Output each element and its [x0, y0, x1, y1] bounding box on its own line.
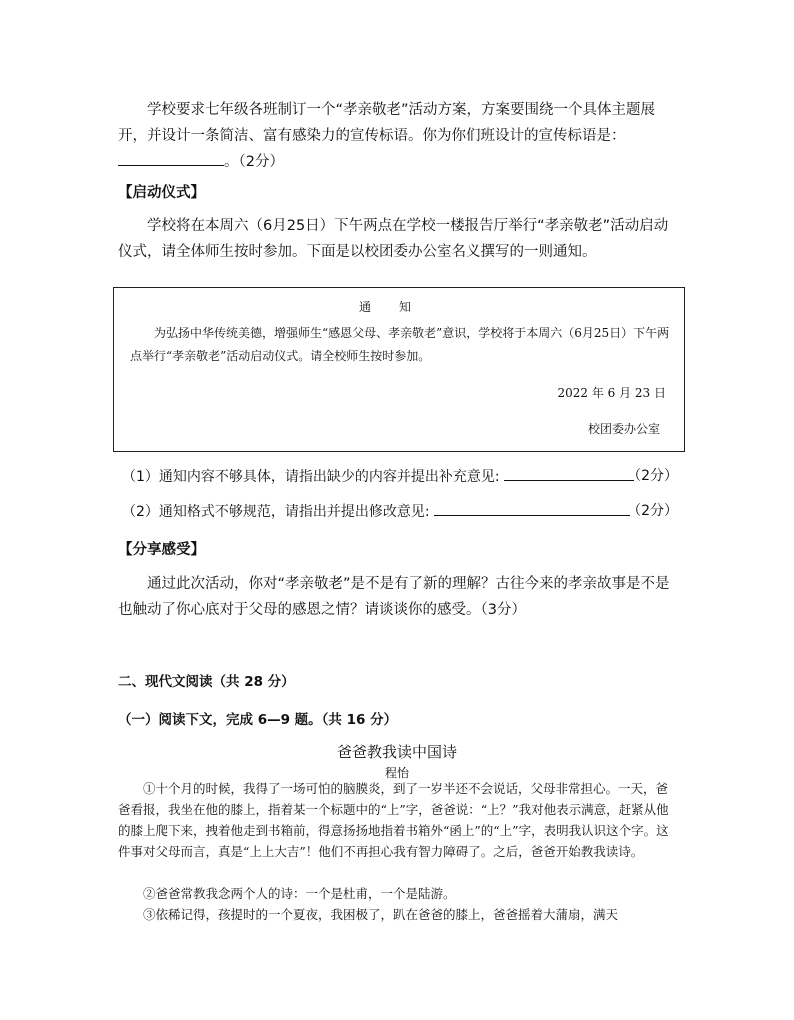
- question-1-text: （1）通知内容不够具体，请指出缺少的内容并提出补充意见:: [122, 469, 500, 485]
- part-two-subtitle: （一）阅读下文，完成 6—9 题。（共 16 分）: [118, 712, 398, 728]
- notice-title: 通知: [358, 300, 439, 314]
- notice-body: 为弘扬中华传统美德，增强师生“感恩父母、孝亲敬老”意识，学校将于本周六（6月25日）下午两点举行“孝亲敬老”活动启动仪式。请全校师生按时参加。: [130, 326, 670, 363]
- ceremony-paragraph: 学校将在本周六（6月25日）下午两点在学校一楼报告厅举行“孝亲敬老”活动启动仪式，请全体师生按时参加。下面是以校团委办公室名义撰写的一则通知。: [118, 218, 669, 260]
- share-heading: 【分享感受】: [118, 542, 205, 558]
- question-1-blank[interactable]: [504, 466, 634, 481]
- question-1: [122, 466, 678, 487]
- part-two-title: 二、现代文阅读（共 28 分）: [118, 674, 295, 690]
- slogan-answer-blank[interactable]: [118, 151, 224, 166]
- ceremony-heading: 【启动仪式】: [118, 185, 205, 201]
- slogan-text: 学校要求七年级各班制订一个“孝亲敬老”活动方案，方案要围绕一个具体主题展开，并设计一条简洁、富有感染力的宣传标语。你为你们班设计的宣传标语是：: [118, 102, 656, 144]
- notice-date: 2022 年 6 月 23 日: [557, 386, 666, 400]
- notice-signature: 校团委办公室: [587, 422, 660, 436]
- question-2-blank[interactable]: [434, 501, 630, 516]
- article-author: 程怡: [384, 766, 409, 780]
- notice-box: [113, 287, 685, 452]
- share-paragraph: 通过此次活动，你对“孝亲敬老”是不是有了新的理解？古往今来的孝亲故事是不是也触动了你心底对于父母的感恩之情？请谈谈你的感受。（3分）: [118, 576, 670, 618]
- slogan-paragraph: [118, 97, 678, 175]
- article-paragraph-2: ②爸爸常教我念两个人的诗：一个是杜甫，一个是陆游。: [143, 886, 456, 901]
- slogan-score: 。（2分）: [224, 154, 284, 170]
- question-2-text: （2）通知格式不够规范，请指出并提出修改意见:: [122, 504, 430, 520]
- article-title: 爸爸教我读中国诗: [336, 743, 457, 761]
- article-paragraph-1: ①十个月的时候，我得了一场可怕的脑膜炎，到了一岁半还不会说话，父母非常担心。一天，爸爸看报，我坐在他的膝上，指着某一个标题中的“上”字，爸爸说：“上？”我对他表示满意，赶紧从他的膝上爬下来，拽着他走到书箱前，得意扬扬地指着书箱外“函上”的“上”字，表明我认识这个字。这件事对父母而言，真是“上上大吉”！他们不再担心我有智力障碍了。之后，爸爸开始教我读诗。: [118, 781, 669, 859]
- question-2: [122, 501, 678, 522]
- article-paragraph-3: ③依稀记得，孩提时的一个夏夜，我困极了，趴在爸爸的膝上，爸爸摇着大蒲扇，满天: [143, 907, 619, 922]
- question-1-score: （2分）: [627, 468, 678, 484]
- question-2-score: （2分）: [627, 503, 678, 519]
